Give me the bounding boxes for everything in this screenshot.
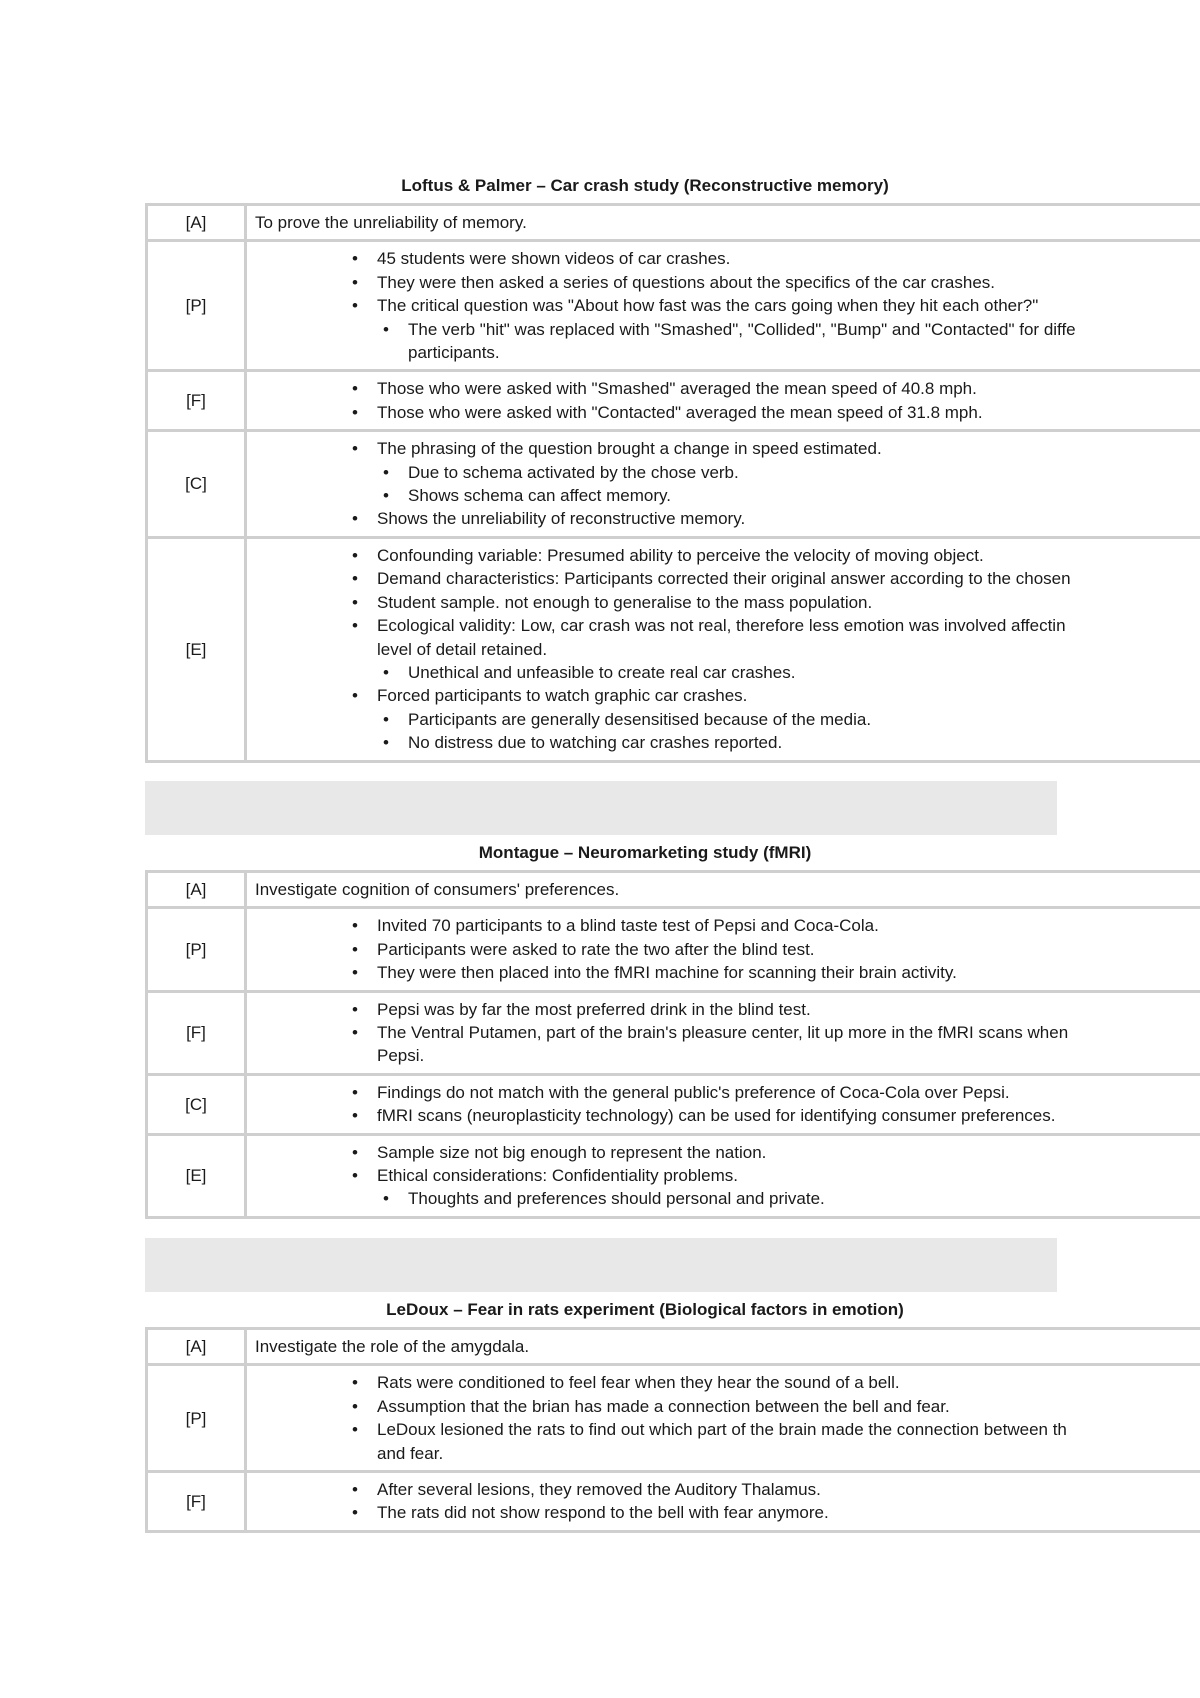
- study-table: [145, 870, 1200, 1219]
- row-label: [A]: [147, 872, 246, 908]
- table-row-findings: [147, 991, 1200, 1074]
- row-content: [246, 1365, 1200, 1472]
- row-label: [C]: [147, 431, 246, 538]
- study-table: [145, 203, 1200, 763]
- row-label: [F]: [147, 991, 246, 1074]
- row-content: [246, 908, 1200, 991]
- table-row-aim: [147, 872, 1200, 908]
- table-row-evaluation: [147, 537, 1200, 761]
- list-item: • The rats did not show respond to the bell with fear anymore.: [255, 1501, 1200, 1524]
- list-item-continued: Pepsi.: [377, 1046, 425, 1066]
- list-item: • Sample size not big enough to represent the nation.: [255, 1141, 1200, 1164]
- table-row-procedure: [147, 241, 1200, 371]
- list-item: • Unethical and unfeasible to create real car crashes.: [255, 661, 1200, 684]
- bullet-list: [255, 377, 1200, 424]
- row-label: [E]: [147, 537, 246, 761]
- row-label: [P]: [147, 908, 246, 991]
- bullet-list: [255, 1478, 1200, 1525]
- bullet-list: [255, 1371, 1200, 1465]
- list-item: • No distress due to watching car crashes reported.: [255, 731, 1200, 754]
- list-item: • Pepsi was by far the most preferred drink in the blind test.: [255, 998, 1200, 1021]
- section-separator: [145, 781, 1057, 835]
- list-item: • Participants are generally desensitised because of the media.: [255, 708, 1200, 731]
- bullet-list: [255, 247, 1200, 364]
- list-item: • LeDoux lesioned the rats to find out which part of the brain made the connection between th: [255, 1418, 1200, 1441]
- list-item: • fMRI scans (neuroplasticity technology) can be used for identifying consumer preferences.: [255, 1104, 1200, 1127]
- row-text: Investigate the role of the amygdala.: [246, 1329, 1200, 1365]
- list-item: • Thoughts and preferences should personal and private.: [255, 1187, 1200, 1210]
- list-item: • Demand characteristics: Participants corrected their original answer according to the chosen: [255, 567, 1200, 590]
- list-item: • Shows the unreliability of reconstructive memory.: [255, 507, 1200, 530]
- row-label: [E]: [147, 1134, 246, 1217]
- row-label: [C]: [147, 1074, 246, 1134]
- study-title: Loftus & Palmer – Car crash study (Reconstructive memory): [401, 176, 889, 195]
- section-separator: [145, 1238, 1057, 1292]
- study-montague: [145, 842, 1200, 1219]
- table-row-aim: [147, 1329, 1200, 1365]
- list-item: • The critical question was "About how fast was the cars going when they hit each other?": [255, 294, 1200, 317]
- bullet-list: [255, 998, 1200, 1068]
- list-item-continued: level of detail retained.: [377, 639, 548, 659]
- row-content: [246, 1074, 1200, 1134]
- list-item: • Ecological validity: Low, car crash was not real, therefore less emotion was involved affectin: [255, 614, 1200, 637]
- row-text: Investigate cognition of consumers' preferences.: [246, 872, 1200, 908]
- row-content: [246, 1472, 1200, 1532]
- list-item: • Shows schema can affect memory.: [255, 484, 1200, 507]
- table-row-aim: [147, 205, 1200, 241]
- bullet-list: [255, 1141, 1200, 1211]
- row-text: To prove the unreliability of memory.: [246, 205, 1200, 241]
- row-content: [246, 431, 1200, 538]
- row-label: [A]: [147, 1329, 246, 1365]
- list-item: • Assumption that the brian has made a connection between the bell and fear.: [255, 1395, 1200, 1418]
- list-item: • Forced participants to watch graphic car crashes.: [255, 684, 1200, 707]
- list-item: • Rats were conditioned to feel fear when they hear the sound of a bell.: [255, 1371, 1200, 1394]
- table-row-procedure: [147, 1365, 1200, 1472]
- row-label: [F]: [147, 371, 246, 431]
- list-item: • Those who were asked with "Smashed" averaged the mean speed of 40.8 mph.: [255, 377, 1200, 400]
- row-content: [246, 371, 1200, 431]
- list-item: • Confounding variable: Presumed ability to perceive the velocity of moving object.: [255, 544, 1200, 567]
- row-content: [246, 537, 1200, 761]
- row-content: [246, 991, 1200, 1074]
- list-item: • Due to schema activated by the chose verb.: [255, 461, 1200, 484]
- table-row-procedure: [147, 908, 1200, 991]
- bullet-list: [255, 437, 1200, 531]
- study-table: [145, 1327, 1200, 1533]
- table-row-conclusion: [147, 431, 1200, 538]
- list-item: • The phrasing of the question brought a change in speed estimated.: [255, 437, 1200, 460]
- list-item: • They were then asked a series of questions about the specifics of the car crashes.: [255, 271, 1200, 294]
- study-loftus-palmer: [145, 175, 1200, 763]
- list-item-continued: and fear.: [377, 1443, 444, 1463]
- row-content: [246, 1134, 1200, 1217]
- list-item: • Those who were asked with "Contacted" averaged the mean speed of 31.8 mph.: [255, 401, 1200, 424]
- row-label: [A]: [147, 205, 246, 241]
- bullet-list: [255, 544, 1200, 755]
- row-content: [246, 241, 1200, 371]
- list-item: • They were then placed into the fMRI machine for scanning their brain activity.: [255, 961, 1200, 984]
- list-item: • The Ventral Putamen, part of the brain's pleasure center, lit up more in the fMRI scans when: [255, 1021, 1200, 1044]
- study-title: LeDoux – Fear in rats experiment (Biological factors in emotion): [386, 1300, 904, 1319]
- bullet-list: [255, 1081, 1200, 1128]
- row-label: [P]: [147, 241, 246, 371]
- table-row-findings: [147, 371, 1200, 431]
- table-row-evaluation: [147, 1134, 1200, 1217]
- table-row-findings: [147, 1472, 1200, 1532]
- row-label: [P]: [147, 1365, 246, 1472]
- list-item: • Student sample. not enough to generalise to the mass population.: [255, 591, 1200, 614]
- table-row-conclusion: [147, 1074, 1200, 1134]
- bullet-list: [255, 914, 1200, 984]
- list-item: • Findings do not match with the general public's preference of Coca-Cola over Pepsi.: [255, 1081, 1200, 1104]
- study-ledoux: [145, 1299, 1200, 1533]
- list-item-continued: participants.: [408, 343, 500, 363]
- list-item: • Invited 70 participants to a blind taste test of Pepsi and Coca-Cola.: [255, 914, 1200, 937]
- list-item: • Participants were asked to rate the two after the blind test.: [255, 938, 1200, 961]
- list-item: • After several lesions, they removed the Auditory Thalamus.: [255, 1478, 1200, 1501]
- list-item: • The verb "hit" was replaced with "Smashed", "Collided", "Bump" and "Contacted" for diffe: [255, 318, 1200, 341]
- list-item: • 45 students were shown videos of car crashes.: [255, 247, 1200, 270]
- row-label: [F]: [147, 1472, 246, 1532]
- study-title: Montague – Neuromarketing study (fMRI): [478, 843, 812, 862]
- list-item: • Ethical considerations: Confidentiality problems.: [255, 1164, 1200, 1187]
